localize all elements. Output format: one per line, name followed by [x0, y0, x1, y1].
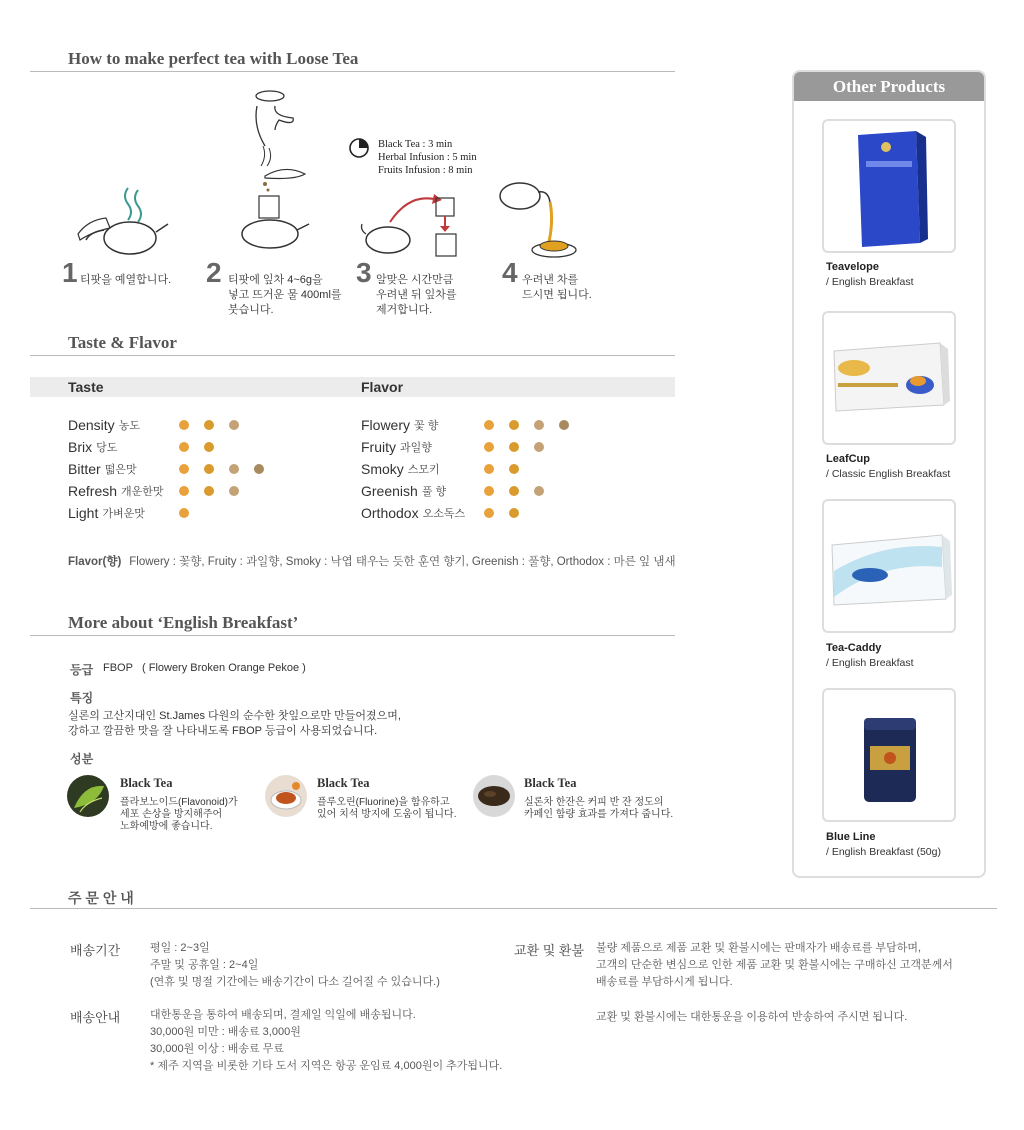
- tea-leaf-image: [66, 774, 110, 818]
- level-dot: [254, 464, 264, 474]
- taste-level-dots: [179, 459, 279, 479]
- level-dot: [179, 508, 189, 518]
- exchange-return-text: 교환 및 환불시에는 대한통운을 이용하여 반송하여 주시면 됩니다.: [596, 1011, 908, 1023]
- ingredient-title: Black Tea: [524, 776, 577, 790]
- flavor-row-flowery: [361, 415, 438, 435]
- flavor-name-korean: 과일향: [400, 442, 432, 454]
- grade-label: 등급: [70, 663, 94, 677]
- other-products-title: Other Products: [794, 72, 984, 101]
- teapot-remove-illustration: [360, 188, 470, 268]
- exchange-label: 교환 및 환불: [514, 943, 585, 958]
- product-name[interactable]: Tea-Caddy: [826, 642, 882, 654]
- taste-name-korean: 가벼운맛: [102, 508, 145, 520]
- step-text: 티팟을 예열합니다.: [80, 274, 172, 286]
- flavor-level-dots: [484, 415, 584, 435]
- taste-name: Brix: [68, 439, 93, 455]
- product-teavelope-image[interactable]: [822, 119, 956, 253]
- flavor-level-dots: [484, 437, 559, 457]
- flavor-row-smoky: [361, 459, 440, 479]
- product-name[interactable]: Teavelope: [826, 261, 879, 273]
- step-text: 우려낸 차를 드시면 됩니다.: [522, 274, 592, 301]
- blue-line-tin-icon: [824, 690, 954, 820]
- teavelope-box-icon: [824, 121, 954, 251]
- teapot-preheat-illustration: [70, 180, 170, 260]
- taste-name-korean: 농도: [118, 420, 140, 432]
- flavor-name-korean: 오소독스: [422, 508, 466, 520]
- level-dot: [179, 486, 189, 496]
- taste-level-dots: [179, 415, 254, 435]
- more-about-title: More about ‘English Breakfast’: [68, 613, 299, 632]
- tea-caddy-box-icon: [824, 501, 954, 631]
- level-dot: [204, 464, 214, 474]
- how-to-title: How to make perfect tea with Loose Tea: [68, 49, 359, 68]
- section-divider: [30, 908, 997, 909]
- level-dot: [179, 442, 189, 452]
- grade-description: ( Flowery Broken Orange Pekoe ): [142, 662, 306, 674]
- level-dot: [484, 420, 494, 430]
- taste-row-light: [68, 503, 145, 523]
- ingredient-text: 플루오린(Fluorine)을 함유하고 있어 치석 방지에 도움이 됩니다.: [317, 797, 457, 820]
- product-subtitle: / English Breakfast (50g): [826, 846, 941, 858]
- infusion-herbal: Herbal Infusion : 5 min: [378, 152, 477, 163]
- taste-name-korean: 개운한맛: [121, 486, 164, 498]
- taste-row-bitter: [68, 459, 137, 479]
- flavor-name-korean: 풀 향: [421, 486, 447, 498]
- flavor-level-dots: [484, 503, 534, 523]
- taste-level-dots: [179, 503, 204, 523]
- level-dot: [484, 442, 494, 452]
- ingredient-text: 실론차 한잔은 커피 반 잔 정도의 카페인 함량 효과를 가져다 줍니다.: [524, 797, 674, 820]
- level-dot: [484, 464, 494, 474]
- level-dot: [204, 442, 214, 452]
- level-dot: [509, 486, 519, 496]
- product-subtitle: / Classic English Breakfast: [826, 468, 951, 480]
- level-dot: [204, 420, 214, 430]
- flavor-name: Smoky: [361, 461, 404, 477]
- level-dot: [534, 486, 544, 496]
- grade-value: FBOP: [103, 662, 133, 674]
- level-dot: [509, 420, 519, 430]
- ingredient-title: Black Tea: [120, 776, 173, 790]
- level-dot: [484, 508, 494, 518]
- dried-tea-leaves-image: [472, 774, 516, 818]
- product-subtitle: / English Breakfast: [826, 657, 914, 669]
- flavor-name: Flowery: [361, 417, 411, 433]
- product-blue-line-image[interactable]: [822, 688, 956, 822]
- feature-line: 실론의 고산지대인 St.James 다원의 순수한 찻잎으로만 만들어졌으며,: [68, 710, 401, 722]
- level-dot: [534, 420, 544, 430]
- ingredient-title: Black Tea: [317, 776, 370, 790]
- taste-flavor-header-bar: [30, 377, 675, 397]
- level-dot: [229, 486, 239, 496]
- product-tea-caddy-image[interactable]: [822, 499, 956, 633]
- step-text: 티팟에 잎차 4~6g을 넣고 뜨거운 물 400ml를 붓습니다.: [228, 274, 342, 316]
- level-dot: [204, 486, 214, 496]
- taste-row-density: [68, 415, 140, 435]
- feature-label: 특징: [70, 691, 94, 705]
- flavor-name: Greenish: [361, 483, 418, 499]
- flavor-name-korean: 꽃 향: [414, 420, 439, 432]
- infusion-times: [378, 138, 477, 177]
- taste-header: Taste: [68, 379, 104, 395]
- order-info-title: 주 문 안 내: [68, 890, 134, 906]
- exchange-text: 불량 제품으로 제품 교환 및 환불시에는 판매자가 배송료를 부담하며, 고객의 단순한 변심으로 인한 제품 교환 및 환불시에는 구매하신 고객분께서 배송료를 부담하시게 됩니다.: [596, 942, 953, 988]
- level-dot: [179, 464, 189, 474]
- delivery-period-label: 배송기간: [70, 943, 121, 958]
- level-dot: [509, 464, 519, 474]
- product-name[interactable]: Blue Line: [826, 831, 876, 843]
- level-dot: [534, 442, 544, 452]
- step-number: 1: [62, 257, 78, 288]
- delivery-guide-text: 대한통운을 통하여 배송되며, 결제일 익일에 배송됩니다. 30,000원 미만 : 배송료 3,000원 30,000원 이상 : 배송료 무료 * 제주 지역을 비롯한 기타 도서 지역은 항공 운임료 4,000원이 추가됩니다.: [150, 1009, 503, 1072]
- product-name[interactable]: LeafCup: [826, 453, 870, 465]
- product-subtitle: / English Breakfast: [826, 276, 914, 288]
- step-number: 3: [356, 257, 372, 288]
- flavor-note-label: Flavor(향): [68, 556, 122, 568]
- level-dot: [509, 442, 519, 452]
- level-dot: [229, 464, 239, 474]
- level-dot: [484, 486, 494, 496]
- section-divider: [30, 355, 675, 356]
- tea-cup-image: [264, 774, 308, 818]
- taste-name-korean: 떫은맛: [104, 464, 137, 476]
- level-dot: [229, 420, 239, 430]
- flavor-header: Flavor: [361, 379, 404, 395]
- delivery-guide-label: 배송안내: [70, 1010, 121, 1025]
- level-dot: [179, 420, 189, 430]
- flavor-note: [68, 553, 676, 569]
- taste-name: Refresh: [68, 483, 118, 499]
- taste-name: Density: [68, 417, 115, 433]
- taste-row-refresh: [68, 481, 164, 501]
- taste-level-dots: [179, 481, 254, 501]
- delivery-period-text: 평일 : 2~3일 주말 및 공휴일 : 2~4일 (연휴 및 명절 기간에는 배송기간이 다소 길어질 수 있습니다.): [150, 942, 440, 988]
- taste-name: Light: [68, 505, 99, 521]
- taste-flavor-title: Taste & Flavor: [68, 333, 177, 352]
- step-number: 2: [206, 257, 222, 288]
- section-divider: [30, 71, 675, 72]
- pouring-tea-illustration: [496, 176, 586, 266]
- product-leafcup-image[interactable]: [822, 311, 956, 445]
- timer-icon: [348, 137, 370, 159]
- level-dot: [509, 508, 519, 518]
- flavor-name: Orthodox: [361, 505, 419, 521]
- step-text: 알맞은 시간만큼 우려낸 뒤 잎차를 제거합니다.: [376, 274, 457, 316]
- ingredient-text: 플라보노이드(Flavonoid)가 세포 손상을 방지해주어 노화예방에 좋습니다.: [120, 797, 238, 832]
- flavor-row-orthodox: [361, 503, 465, 523]
- flavor-row-fruity: [361, 437, 432, 457]
- taste-level-dots: [179, 437, 229, 457]
- level-dot: [559, 420, 569, 430]
- infusion-fruits: Fruits Infusion : 8 min: [378, 165, 473, 176]
- ingredient-label: 성분: [70, 752, 94, 766]
- flavor-level-dots: [484, 459, 534, 479]
- infusion-black-tea: Black Tea : 3 min: [378, 139, 453, 150]
- taste-row-brix: [68, 437, 117, 457]
- taste-name-korean: 당도: [96, 442, 118, 454]
- flavor-name-korean: 스모키: [407, 464, 440, 476]
- step-number: 4: [502, 257, 518, 288]
- feature-line: 강하고 깔끔한 맛을 잘 나타내도록 FBOP 등급이 사용되었습니다.: [68, 725, 378, 737]
- taste-name: Bitter: [68, 461, 101, 477]
- flavor-level-dots: [484, 481, 559, 501]
- flavor-row-greenish: [361, 481, 446, 501]
- feature-text: [68, 709, 401, 739]
- flavor-note-text: Flowery : 꽃향, Fruity : 과일향, Smoky : 낙엽 태우는 듯한 훈연 향기, Greenish : 풀향, Orthodox : 마른 잎 냄새: [129, 556, 676, 568]
- teapot-leaves-illustration: [235, 88, 315, 268]
- flavor-name: Fruity: [361, 439, 396, 455]
- section-divider: [30, 635, 675, 636]
- leafcup-box-icon: [824, 313, 954, 443]
